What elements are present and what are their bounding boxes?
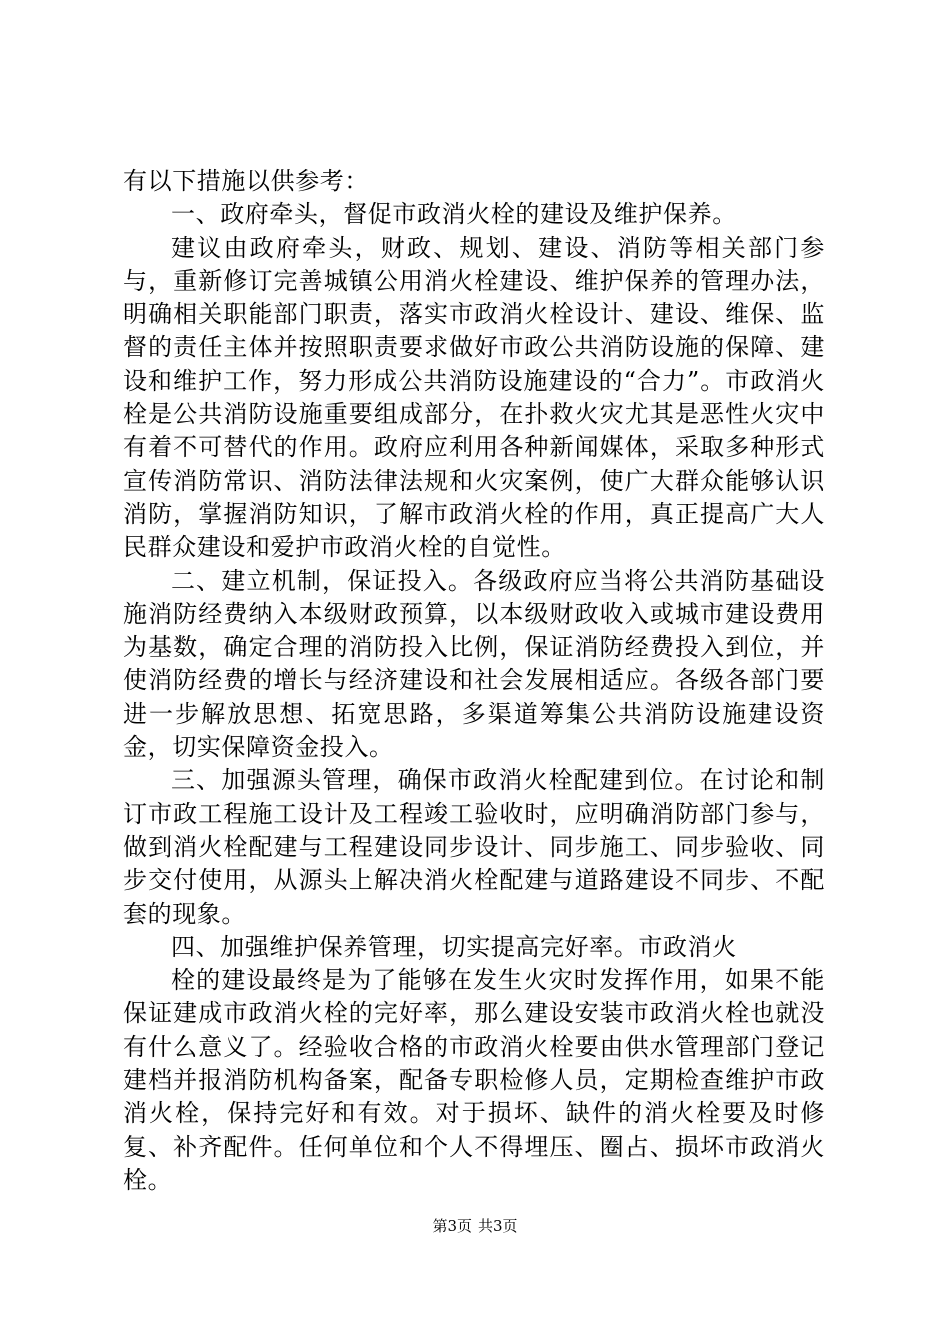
paragraph-heading-1: 一、政府牵头，督促市政消火栓的建设及维护保养。 [171, 200, 737, 229]
paragraph-heading-4: 四、加强维护保养管理，切实提高完好率。市政消火 [171, 932, 737, 961]
paragraph-body-1: 建议由政府牵头，财政、规划、建设、消防等相关部门参与，重新修订完善城镇公用消火栓建设、维护保养的管理办法，明确相关职能部门职责，落实市政消火栓设计、建设、维保、监督的责任主体并按照职责要求做好市政公共消防设施的保障、建设和维护工作，努力形成公共消防设施建设的“合力”。市政消火栓是公共消防设施重要组成部分，在扑救火灾尤其是恶性火灾中有着不可替代的作用。政府应利用各种新闻媒体，采取多种形式宣传消防常识、消防法律法规和火灾案例，使广大群众能够认识消防，掌握消防知识，了解市政消火栓的作用，真正提高广大人民群众建设和爱护市政消火栓的自觉性。 [123, 233, 825, 562]
paragraph-body-3: 三、加强源头管理，确保市政消火栓配建到位。在讨论和制订市政工程施工设计及工程竣工验收时，应明确消防部门参与，做到消火栓配建与工程建设同步设计、同步施工、同步验收、同步交付使用，从源头上解决消火栓配建与道路建设不同步、不配套的现象。 [123, 766, 825, 928]
page-total: 共3页 [478, 1217, 518, 1235]
paragraph-intro: 有以下措施以供参考： [123, 167, 369, 195]
page-number: 第3页 [432, 1217, 472, 1235]
document-body [123, 165, 825, 1197]
paragraph-body-4: 栓的建设最终是为了能够在发生火灾时发挥作用，如果不能保证建成市政消火栓的完好率，那么建设安装市政消火栓也就没有什么意义了。经验收合格的市政消火栓要由供水管理部门登记建档并报消防机构备案，配备专职检修人员，定期检查维护市政消火栓，保持完好和有效。对于损坏、缺件的消火栓要及时修复、补齐配件。任何单位和个人不得埋压、圈占、损坏市政消火栓。 [123, 966, 825, 1194]
page-footer [0, 1216, 950, 1236]
paragraph-body-2: 二、建立机制，保证投入。各级政府应当将公共消防基础设施消防经费纳入本级财政预算，以本级财政收入或城市建设费用为基数，确定合理的消防投入比例，保证消防经费投入到位，并使消防经费的增长与经济建设和社会发展相适应。各级各部门要进一步解放思想、拓宽思路，多渠道筹集公共消防设施建设资金，切实保障资金投入。 [123, 566, 825, 762]
